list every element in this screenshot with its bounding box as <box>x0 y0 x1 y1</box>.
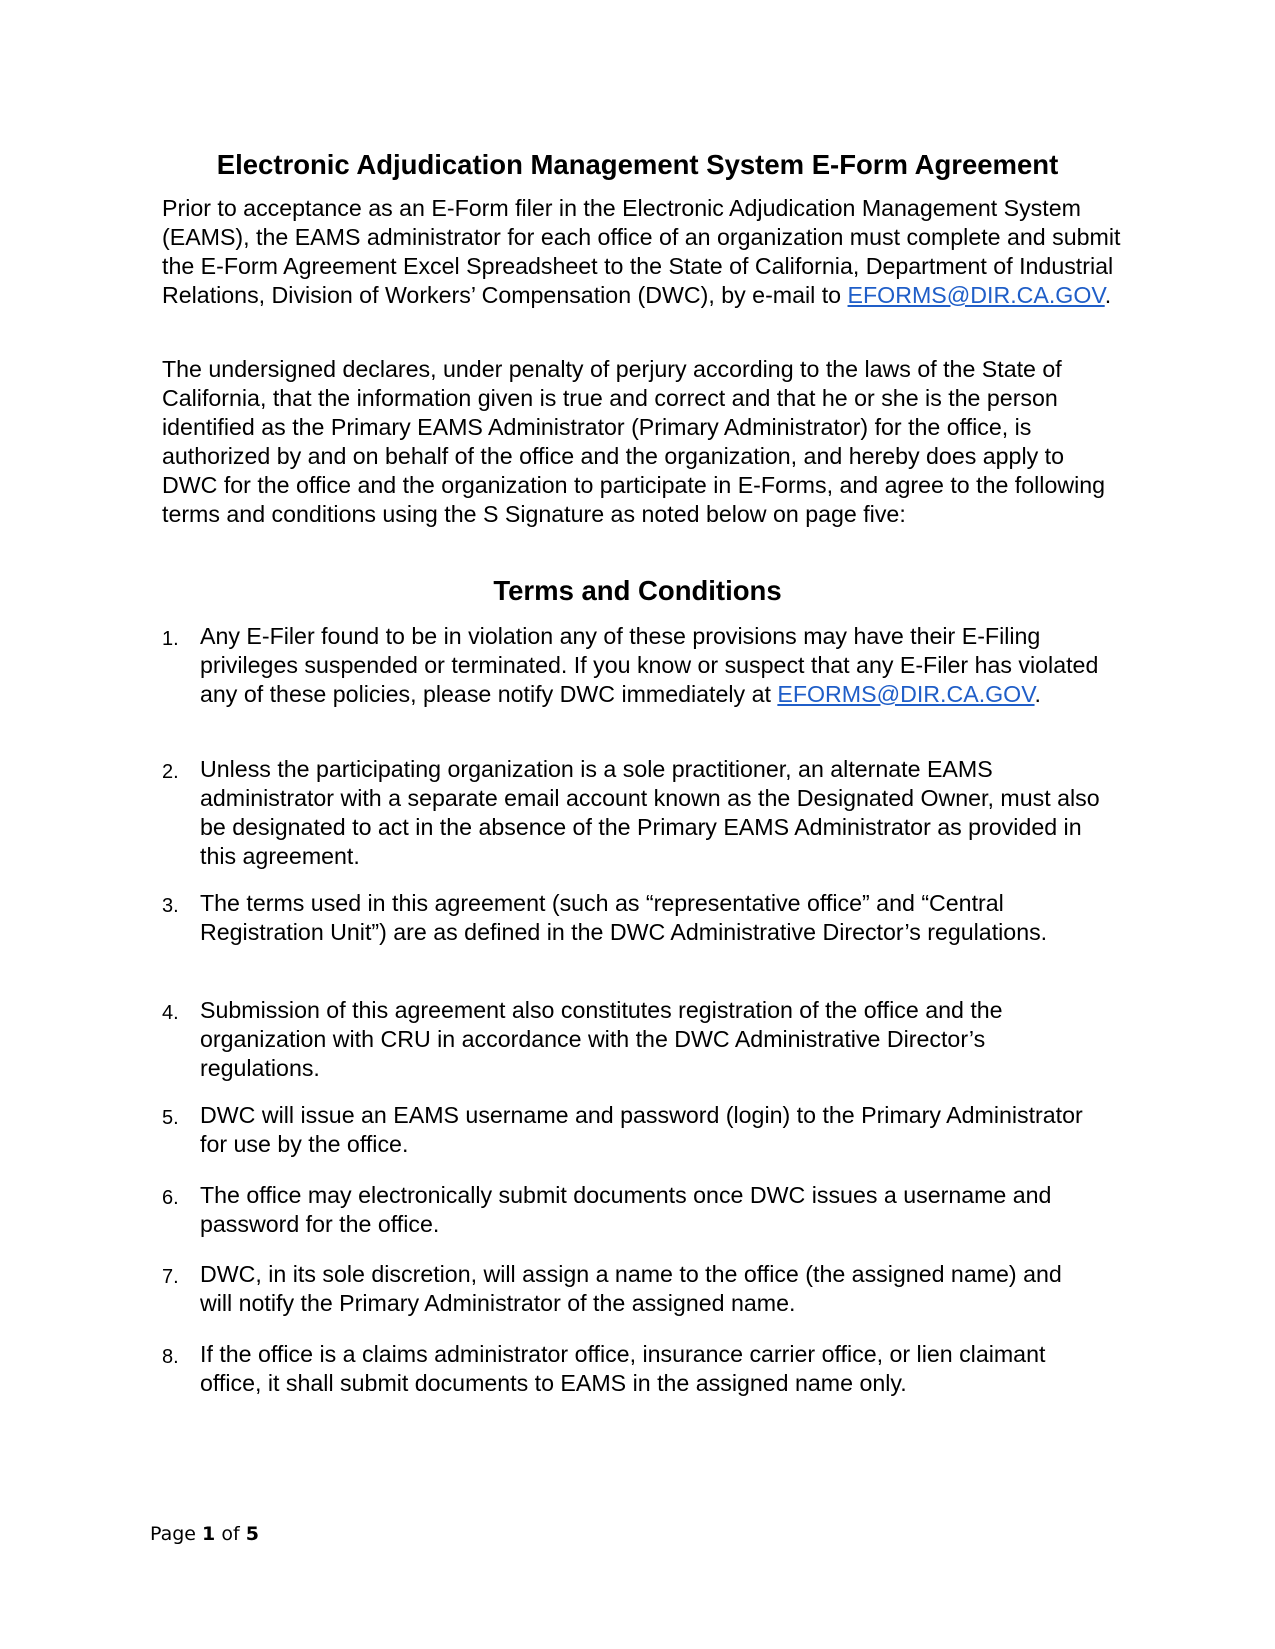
intro-text-end: . <box>1104 281 1112 308</box>
footer-page-word: Page <box>150 1523 196 1545</box>
item-number: 7. <box>162 1266 179 1288</box>
item-text: Unless the participating organization is a sole practitioner, an alternate EAMS administrator with a separate email account known as the Designated Owner, must also be designated to act in the absence of the Primary EAMS Administrator as provided in this agreement. <box>200 756 1100 869</box>
item-text: DWC will issue an EAMS username and password (login) to the Primary Administrator for use by the office. <box>200 1102 1083 1157</box>
item-text: DWC, in its sole discretion, will assign a name to the office (the assigned name) and will notify the Primary Administrator of the assigned name. <box>200 1261 1062 1316</box>
footer-of-word: of <box>221 1523 240 1545</box>
item-number: 6. <box>162 1187 179 1209</box>
item-text: The office may electronically submit documents once DWC issues a username and password for the office. <box>200 1182 1052 1237</box>
item-1-email-link[interactable]: EFORMS@DIR.CA.GOV <box>777 680 1035 707</box>
item-1-text-end: . <box>1034 680 1041 707</box>
footer-current-page: 1 <box>202 1523 216 1545</box>
item-number: 5. <box>162 1107 179 1129</box>
item-number: 4. <box>162 1002 179 1024</box>
document-title: Electronic Adjudication Management System E-Form Agreement <box>216 149 1059 180</box>
intro-email-link[interactable]: EFORMS@DIR.CA.GOV <box>847 281 1105 308</box>
footer-total-pages: 5 <box>245 1523 259 1545</box>
item-number: 2. <box>162 761 179 783</box>
intro-paragraph <box>162 194 1122 310</box>
item-number: 8. <box>162 1346 179 1368</box>
item-text: Submission of this agreement also constitutes registration of the office and the organization with CRU in accordance with the DWC Administrative Director’s regulations. <box>200 997 1003 1081</box>
page-number-footer <box>150 1522 259 1546</box>
item-1-text: Any E-Filer found to be in violation any of these provisions may have their E-Filing privileges suspended or terminated. If you know or suspect that any E-Filer has violated any of these policies, please notify DWC immediately at <box>200 623 1099 707</box>
item-text <box>200 622 1100 709</box>
item-text: The terms used in this agreement (such as “representative office” and “Central Registration Unit”) are as defined in the DWC Administrative Director’s regulations. <box>200 890 1048 945</box>
declaration-paragraph: The undersigned declares, under penalty of perjury according to the laws of the State of California, that the information given is true and correct and that he or she is the person identified as the Primary EAMS Administrator (Primary Administrator) for the office, is authorized by and on behalf of the office and the organization, and hereby does apply to DWC for the office and the organization to participate in E-Forms, and agree to the following terms and conditions using the S Signature as noted below on page five: <box>162 356 1106 527</box>
item-text: If the office is a claims administrator office, insurance carrier office, or lien claimant office, it shall submit documents to EAMS in the assigned name only. <box>200 1341 1046 1396</box>
terms-section-title: Terms and Conditions <box>493 575 782 606</box>
item-number: 3. <box>162 895 179 917</box>
intro-text: Prior to acceptance as an E-Form filer in the Electronic Adjudication Management System (EAMS), the EAMS administrator for each office of an organization must complete and submit the E-Form Agreement Excel Spreadsheet to the State of California, Department of Industrial Relations, Division of Workers’ Compensation (DWC), by e-mail to <box>162 195 1121 308</box>
item-number: 1. <box>162 628 179 650</box>
